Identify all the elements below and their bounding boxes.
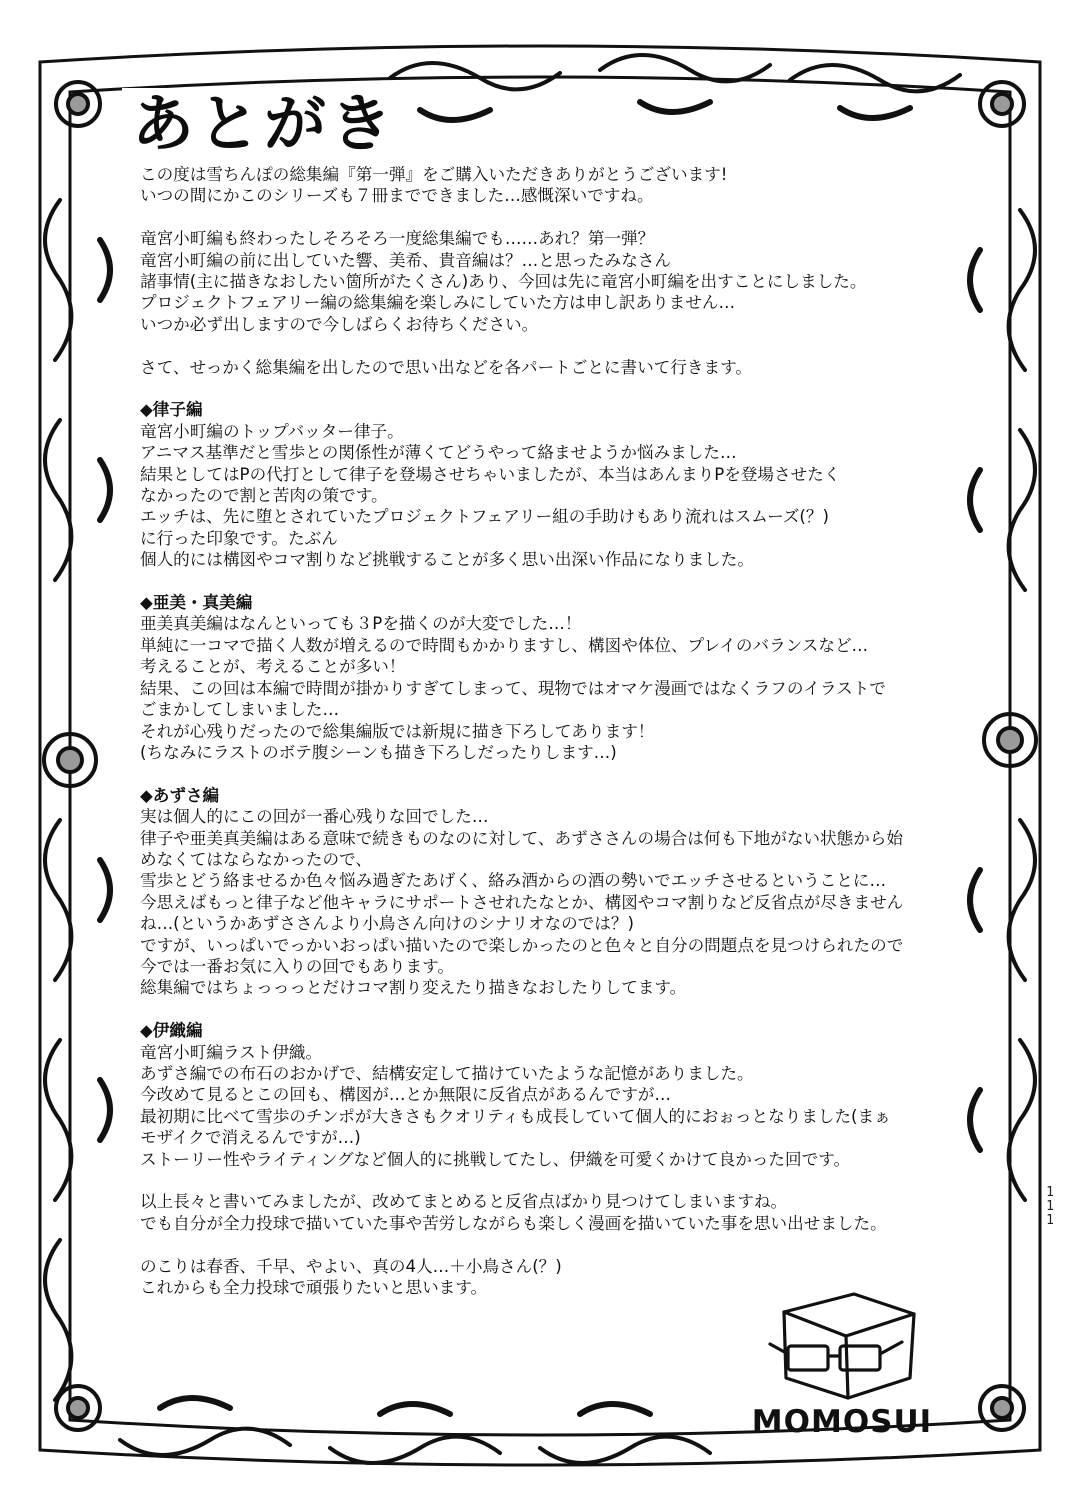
body-line: 竜宮小町編の前に出していた響、美希、貴音編は？…と思ったみなさん <box>140 250 671 270</box>
body-line: ね…(というかあずささんより小鳥さん向けのシナリオなのでは？) <box>140 914 634 934</box>
section-heading: ◆律子編 <box>140 400 203 420</box>
body-line: あずさ編での布石のおかげで、結構安定して描けていたような記憶がありました。 <box>140 1063 754 1083</box>
body-line: 竜宮小町編も終わったしそろそろ一度総集編でも……あれ？第一弾？ <box>140 229 655 249</box>
body-line <box>140 1234 950 1255</box>
body-line: めなくてはならなかったので、 <box>140 849 372 869</box>
body-line: 今改めて見るとこの回も、構図が…とか無限に反省点があるんですが… <box>140 1085 671 1105</box>
body-line: 今思えばもっと律子など他キャラにサポートさせれたなとか、構図やコマ割りなど反省点が尽きません <box>140 892 904 912</box>
body-line: この度は雪ちんぽの総集編『第一弾』をご購入いただきありがとうございます! <box>140 165 728 184</box>
body-line: 竜宮小町編のトップバッター律子。 <box>140 421 404 441</box>
body-line: 結果、この回は本編で時間が掛かりすぎてしまって、現物ではオマケ漫画ではなくラフのイラストで <box>140 678 886 698</box>
body-line <box>140 763 950 784</box>
afterword-body <box>140 164 950 1298</box>
body-line <box>140 378 950 399</box>
body-line: 諸事情(主に描きなおしたい箇所がたくさん)あり、今回は先に竜宮小町編を出すことにしました。 <box>140 272 867 292</box>
glasses-box-mascot-icon <box>742 1280 942 1404</box>
body-line: 雪歩とどう絡ませるか色々悩み過ぎたあげく、絡み酒からの酒の勢いでエッチさせるということに… <box>140 871 887 891</box>
page-number: 111 <box>1046 1185 1054 1228</box>
body-line: でも自分が全力投球で描いていた事や苦労しながらも楽しく漫画を描いていた事を思い出せました。 <box>140 1213 887 1233</box>
section-heading: ◆あずさ編 <box>140 785 220 805</box>
body-line: 実は個人的にこの回が一番心残りな回でした… <box>140 807 489 827</box>
body-line: に行った印象です。たぶん <box>140 528 338 548</box>
body-line: さて、せっかく総集編を出したので思い出などを各パートごとに書いて行きます。 <box>140 357 752 377</box>
body-line: 亜美真美編はなんといっても３Pを描くのが大変でした…！ <box>140 614 582 634</box>
body-line <box>140 1170 950 1191</box>
body-line: プロジェクトフェアリー編の総集編を楽しみにしていた方は申し訳ありません… <box>140 293 736 313</box>
body-line: 律子や亜美真美編はある意味で続きものなのに対して、あずささんの場合は何も下地がない状態から始 <box>140 828 903 848</box>
body-line: アニマス基準だと雪歩との関係性が薄くてどうやって絡ませようか悩みました… <box>140 443 737 463</box>
body-line: エッチは、先に堕とされていたプロジェクトフェアリー組の手助けもあり流れはスムーズ(？) <box>140 507 829 527</box>
body-line: モザイクで消えるんですが…) <box>140 1128 361 1148</box>
body-line: いつか必ず出しますので今しばらくお待ちください。 <box>140 314 539 334</box>
body-line: いつの間にかこのシリーズも７冊までできました…感慨深いですね。 <box>140 186 654 206</box>
body-line: 個人的には構図やコマ割りなど挑戦することが多く思い出深い作品になりました。 <box>140 550 754 570</box>
section-heading: ◆伊織編 <box>140 1021 203 1041</box>
body-line: ですが、いっぱいでっかいおっぱい描いたので楽しかったのと色々と自分の問題点を見つけられたので <box>140 935 904 955</box>
body-line <box>140 335 950 356</box>
body-line: ごまかしてしまいました… <box>140 700 340 720</box>
body-line: (ちなみにラストのボテ腹シーンも描き下ろしだったりします…) <box>140 742 617 762</box>
body-line: のこりは春香、千早、やよい、真の4人…＋小鳥さん(？) <box>140 1256 562 1276</box>
body-line: なかったので割と苦肉の策です。 <box>140 486 388 506</box>
body-line: 考えることが、考えることが多い！ <box>140 657 406 677</box>
body-line: 結果としてはPの代打として律子を登場させちゃいましたが、本当はあんまりPを登場させたく <box>140 464 841 484</box>
body-line: 今では一番お気に入りの回でもあります。 <box>140 956 454 976</box>
body-line <box>140 571 950 592</box>
body-line <box>140 207 950 228</box>
body-line: 以上長々と書いてみましたが、改めてまとめると反省点ばかり見つけてしまいますね。 <box>140 1192 788 1212</box>
body-line <box>140 999 950 1020</box>
body-line: それが心残りだったので総集編版では新規に描き下ろしてあります！ <box>140 721 655 741</box>
signature-text: MOMOSUI <box>751 1404 933 1440</box>
page-title: あとがき <box>122 88 406 159</box>
author-signature <box>742 1280 942 1446</box>
body-line: 総集編ではちょっっっとだけコマ割り変えたり描きなおしたりしてます。 <box>140 978 687 998</box>
body-line: 単純に一コマで描く人数が増えるので時間もかかりますし、構図や体位、プレイのバランスなど… <box>140 635 869 655</box>
body-line: ストーリー性やライティングなど個人的に挑戦してたし、伊織を可愛くかけて良かった回です。 <box>140 1149 851 1169</box>
body-line: これからも全力投球で頑張りたいと思います。 <box>140 1278 488 1297</box>
section-heading: ◆亜美・真美編 <box>140 593 253 613</box>
body-line: 竜宮小町編ラスト伊織。 <box>140 1042 323 1062</box>
body-line: 最初期に比べて雪歩のチンポが大きさもクオリティも成長していて個人的におぉっとなりました(まぁ <box>140 1106 891 1126</box>
